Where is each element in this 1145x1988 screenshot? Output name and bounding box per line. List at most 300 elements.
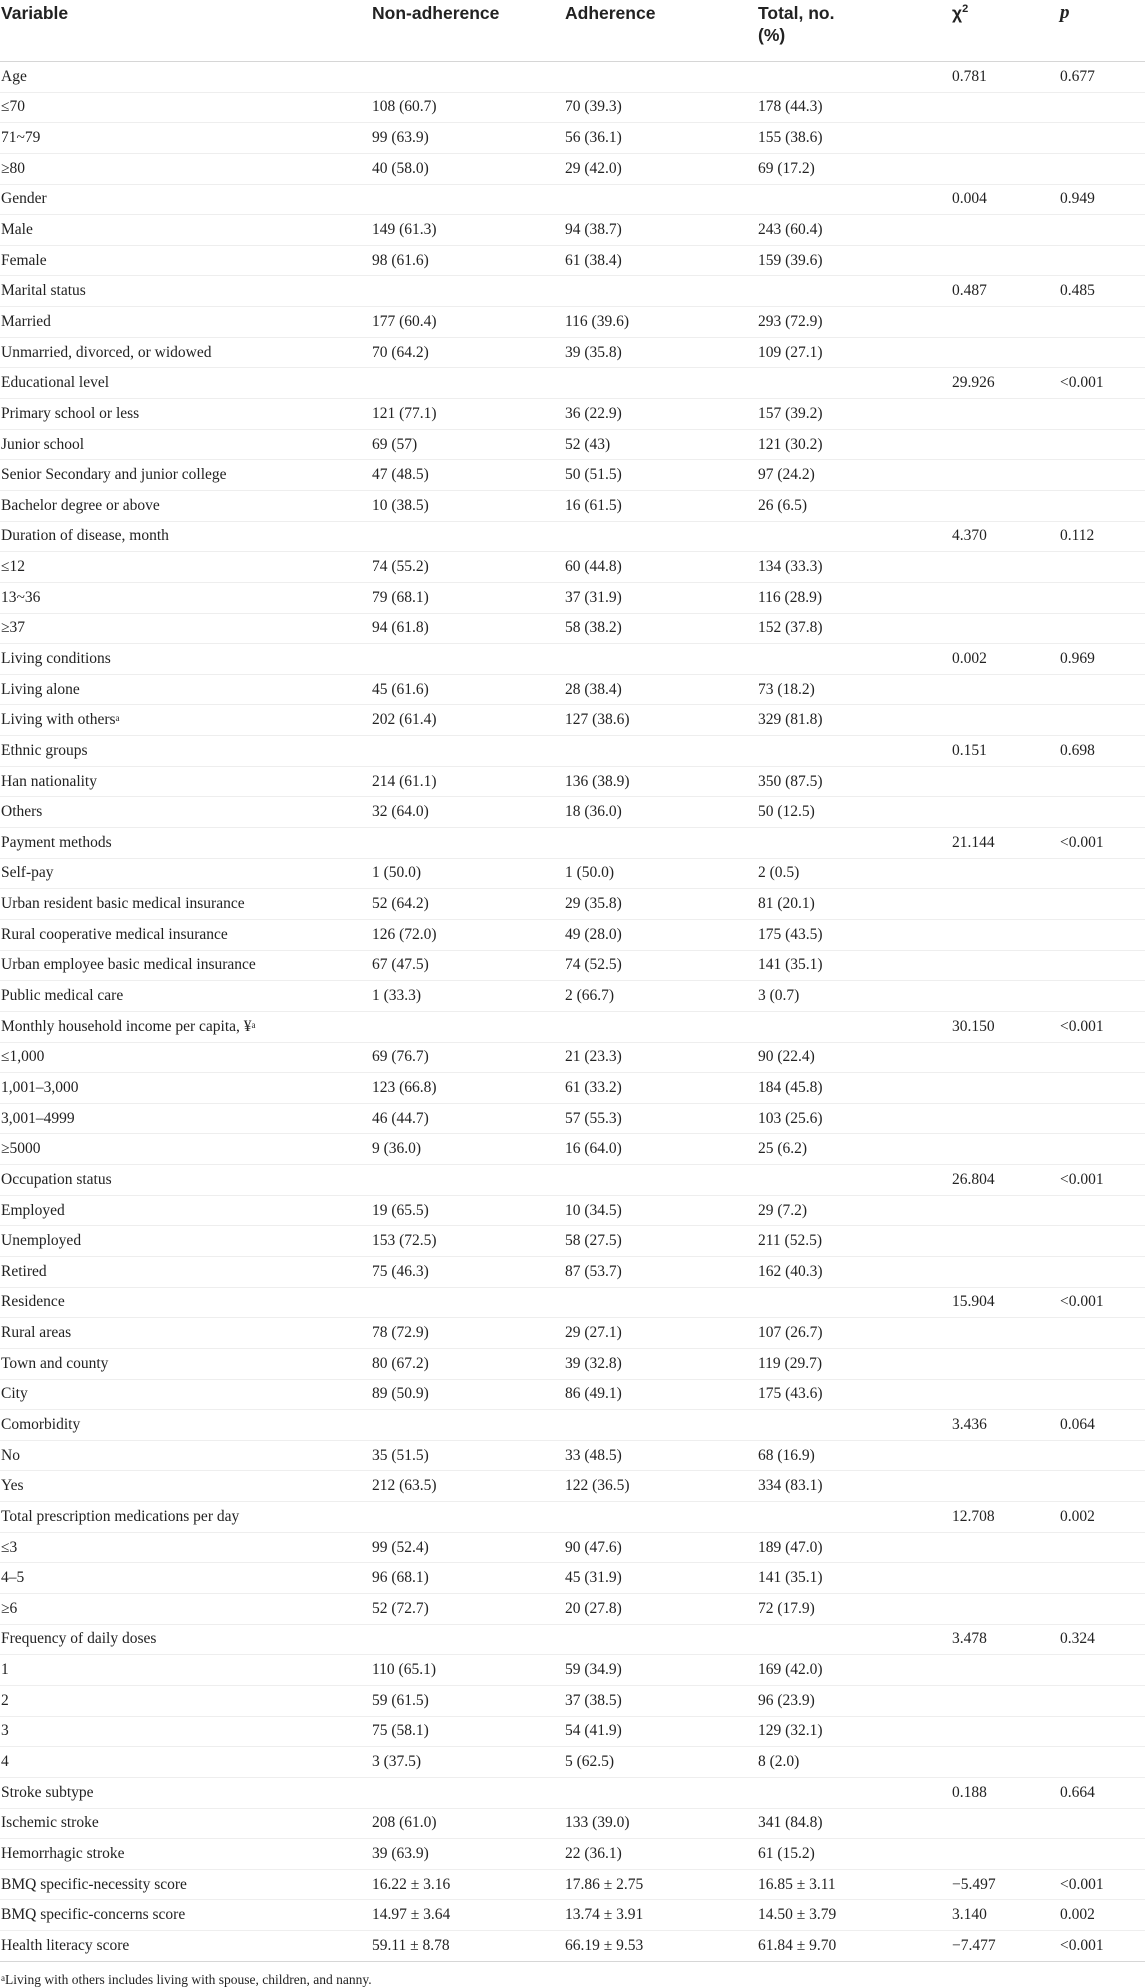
cell-p-value: [1060, 613, 1145, 644]
cell-chi-square: −5.497: [952, 1869, 1060, 1900]
cell-variable: Occupation status: [0, 1165, 372, 1196]
cell-p-value: [1060, 1532, 1145, 1563]
cell-p-value: [1060, 889, 1145, 920]
cell-non-adherence: 46 (44.7): [372, 1103, 565, 1134]
cell-chi-square: [952, 1716, 1060, 1747]
cell-adherence: 20 (27.8): [565, 1594, 758, 1625]
cell-adherence: [565, 62, 758, 93]
cell-chi-square: [952, 1195, 1060, 1226]
cell-non-adherence: 149 (61.3): [372, 215, 565, 246]
table-row: [0, 337, 1145, 368]
cell-total: 81 (20.1): [758, 889, 952, 920]
cell-adherence: 39 (35.8): [565, 337, 758, 368]
cell-adherence: 37 (31.9): [565, 582, 758, 613]
cell-variable: Urban employee basic medical insurance: [0, 950, 372, 981]
cell-adherence: 45 (31.9): [565, 1563, 758, 1594]
cell-p-value: 0.002: [1060, 1502, 1145, 1533]
cell-variable: ≤12: [0, 552, 372, 583]
table-row: [0, 674, 1145, 705]
header-row: [0, 0, 1145, 62]
cell-total: 73 (18.2): [758, 674, 952, 705]
cell-p-value: 0.324: [1060, 1624, 1145, 1655]
table-footnote: [0, 1962, 1145, 1988]
cell-adherence: [565, 1165, 758, 1196]
cell-total: 189 (47.0): [758, 1532, 952, 1563]
cell-chi-square: [952, 674, 1060, 705]
cell-p-value: [1060, 1256, 1145, 1287]
cell-adherence: 122 (36.5): [565, 1471, 758, 1502]
table-row: [0, 1042, 1145, 1073]
cell-chi-square: [952, 1042, 1060, 1073]
cell-chi-square: [952, 399, 1060, 430]
cell-non-adherence: [372, 644, 565, 675]
cell-variable: Primary school or less: [0, 399, 372, 430]
cell-variable: Yes: [0, 1471, 372, 1502]
cell-total: 334 (83.1): [758, 1471, 952, 1502]
cell-variable: ≥80: [0, 153, 372, 184]
header-chi-square: $\chi^2$: [952, 0, 1060, 62]
cell-total: [758, 521, 952, 552]
cell-p-value: [1060, 1655, 1145, 1686]
cell-variable: Unmarried, divorced, or widowed: [0, 337, 372, 368]
cell-adherence: 18 (36.0): [565, 797, 758, 828]
cell-variable: ≥6: [0, 1594, 372, 1625]
cell-variable: ≤3: [0, 1532, 372, 1563]
cell-adherence: 1 (50.0): [565, 858, 758, 889]
cell-variable: Urban resident basic medical insurance: [0, 889, 372, 920]
cell-p-value: [1060, 1839, 1145, 1870]
cell-non-adherence: 79 (68.1): [372, 582, 565, 613]
cell-total: 72 (17.9): [758, 1594, 952, 1625]
cell-variable: Public medical care: [0, 981, 372, 1012]
cell-adherence: 133 (39.0): [565, 1808, 758, 1839]
cell-chi-square: [952, 766, 1060, 797]
cell-adherence: [565, 644, 758, 675]
table-row: [0, 1839, 1145, 1870]
cell-variable: Junior school: [0, 429, 372, 460]
cell-chi-square: [952, 123, 1060, 154]
cell-adherence: 50 (51.5): [565, 460, 758, 491]
cell-variable: Educational level: [0, 368, 372, 399]
table-row: [0, 1410, 1145, 1441]
cell-variable: Male: [0, 215, 372, 246]
cell-total: 14.50 ± 3.79: [758, 1900, 952, 1931]
cell-variable: Frequency of daily doses: [0, 1624, 372, 1655]
cell-chi-square: 3.478: [952, 1624, 1060, 1655]
cell-total: [758, 828, 952, 859]
cell-p-value: [1060, 399, 1145, 430]
cell-total: 61 (15.2): [758, 1839, 952, 1870]
cell-non-adherence: 14.97 ± 3.64: [372, 1900, 565, 1931]
cell-adherence: [565, 1011, 758, 1042]
cell-chi-square: [952, 490, 1060, 521]
cell-adherence: 127 (38.6): [565, 705, 758, 736]
cell-variable: 1,001–3,000: [0, 1073, 372, 1104]
cell-p-value: [1060, 705, 1145, 736]
cell-chi-square: 0.487: [952, 276, 1060, 307]
cell-non-adherence: [372, 1502, 565, 1533]
cell-non-adherence: 98 (61.6): [372, 245, 565, 276]
cell-adherence: 49 (28.0): [565, 919, 758, 950]
cell-adherence: 28 (38.4): [565, 674, 758, 705]
cell-non-adherence: [372, 368, 565, 399]
cell-non-adherence: 126 (72.0): [372, 919, 565, 950]
cell-p-value: [1060, 1716, 1145, 1747]
table-row: [0, 1655, 1145, 1686]
cell-chi-square: [952, 950, 1060, 981]
cell-p-value: [1060, 1195, 1145, 1226]
cell-p-value: 0.112: [1060, 521, 1145, 552]
cell-variable: Total prescription medications per day: [0, 1502, 372, 1533]
cell-p-value: [1060, 460, 1145, 491]
cell-total: [758, 1502, 952, 1533]
table-row: [0, 1226, 1145, 1257]
cell-adherence: 66.19 ± 9.53: [565, 1931, 758, 1962]
cell-total: 211 (52.5): [758, 1226, 952, 1257]
cell-total: 97 (24.2): [758, 460, 952, 491]
cell-non-adherence: 153 (72.5): [372, 1226, 565, 1257]
cell-p-value: [1060, 215, 1145, 246]
cell-adherence: 29 (35.8): [565, 889, 758, 920]
cell-p-value: [1060, 981, 1145, 1012]
cell-variable: Living alone: [0, 674, 372, 705]
cell-variable: Stroke subtype: [0, 1777, 372, 1808]
cell-non-adherence: 35 (51.5): [372, 1440, 565, 1471]
cell-non-adherence: [372, 276, 565, 307]
cell-total: 116 (28.9): [758, 582, 952, 613]
cell-adherence: 29 (27.1): [565, 1318, 758, 1349]
table-row: [0, 1134, 1145, 1165]
cell-variable: Living with others$^a$: [0, 705, 372, 736]
cell-p-value: [1060, 92, 1145, 123]
cell-total: 8 (2.0): [758, 1747, 952, 1778]
table-row: [0, 1624, 1145, 1655]
cell-adherence: 17.86 ± 2.75: [565, 1869, 758, 1900]
cell-total: 109 (27.1): [758, 337, 952, 368]
cell-total: 341 (84.8): [758, 1808, 952, 1839]
cell-chi-square: [952, 1256, 1060, 1287]
cell-non-adherence: [372, 1011, 565, 1042]
table-row: [0, 1808, 1145, 1839]
cell-chi-square: [952, 215, 1060, 246]
cell-p-value: [1060, 1471, 1145, 1502]
cell-non-adherence: [372, 1624, 565, 1655]
cell-adherence: [565, 1777, 758, 1808]
footnote-text: Living with others includes living with spouse, children, and nanny.: [5, 1971, 372, 1987]
cell-p-value: [1060, 1103, 1145, 1134]
cell-p-value: [1060, 1563, 1145, 1594]
cell-adherence: [565, 1287, 758, 1318]
cell-total: 293 (72.9): [758, 307, 952, 338]
cell-variable: Rural areas: [0, 1318, 372, 1349]
cell-p-value: 0.677: [1060, 62, 1145, 93]
table-row: [0, 1747, 1145, 1778]
cell-total: [758, 1410, 952, 1441]
cell-chi-square: 0.781: [952, 62, 1060, 93]
cell-total: [758, 736, 952, 767]
cell-non-adherence: 1 (50.0): [372, 858, 565, 889]
cell-chi-square: [952, 337, 1060, 368]
cell-variable: Unemployed: [0, 1226, 372, 1257]
cell-chi-square: 0.002: [952, 644, 1060, 675]
table-row: [0, 736, 1145, 767]
table-row: [0, 1685, 1145, 1716]
cell-non-adherence: 45 (61.6): [372, 674, 565, 705]
table-row: [0, 1716, 1145, 1747]
cell-non-adherence: 177 (60.4): [372, 307, 565, 338]
cell-adherence: 5 (62.5): [565, 1747, 758, 1778]
table-row: [0, 613, 1145, 644]
table-row: [0, 153, 1145, 184]
cell-p-value: <0.001: [1060, 828, 1145, 859]
table-row: [0, 1440, 1145, 1471]
cell-total: 3 (0.7): [758, 981, 952, 1012]
cell-adherence: 90 (47.6): [565, 1532, 758, 1563]
cell-non-adherence: 123 (66.8): [372, 1073, 565, 1104]
cell-total: 169 (42.0): [758, 1655, 952, 1686]
cell-chi-square: [952, 981, 1060, 1012]
table-row: [0, 1287, 1145, 1318]
cell-p-value: [1060, 490, 1145, 521]
cell-adherence: 94 (38.7): [565, 215, 758, 246]
cell-total: 16.85 ± 3.11: [758, 1869, 952, 1900]
cell-adherence: 116 (39.6): [565, 307, 758, 338]
header-p-value: p: [1060, 0, 1145, 62]
cell-p-value: [1060, 429, 1145, 460]
table-row: [0, 797, 1145, 828]
cell-p-value: <0.001: [1060, 1165, 1145, 1196]
cell-variable: 3: [0, 1716, 372, 1747]
header-total: Total, no. (%): [758, 0, 952, 62]
cell-non-adherence: 121 (77.1): [372, 399, 565, 430]
cell-adherence: [565, 276, 758, 307]
cell-adherence: 61 (38.4): [565, 245, 758, 276]
cell-non-adherence: 99 (63.9): [372, 123, 565, 154]
cell-p-value: [1060, 1747, 1145, 1778]
cell-adherence: 58 (27.5): [565, 1226, 758, 1257]
cell-total: 68 (16.9): [758, 1440, 952, 1471]
cell-total: [758, 1011, 952, 1042]
cell-total: [758, 368, 952, 399]
table-row: [0, 429, 1145, 460]
cell-chi-square: 29.926: [952, 368, 1060, 399]
cell-variable: BMQ specific-concerns score: [0, 1900, 372, 1931]
cell-total: 141 (35.1): [758, 1563, 952, 1594]
cell-variable: Ischemic stroke: [0, 1808, 372, 1839]
cell-p-value: 0.064: [1060, 1410, 1145, 1441]
cell-non-adherence: 108 (60.7): [372, 92, 565, 123]
cell-adherence: [565, 368, 758, 399]
cell-p-value: <0.001: [1060, 1011, 1145, 1042]
cell-chi-square: [952, 552, 1060, 583]
cell-total: 107 (26.7): [758, 1318, 952, 1349]
cell-adherence: 70 (39.3): [565, 92, 758, 123]
table-body: [0, 62, 1145, 1962]
table-row: [0, 858, 1145, 889]
cell-non-adherence: 19 (65.5): [372, 1195, 565, 1226]
cell-total: 155 (38.6): [758, 123, 952, 154]
cell-chi-square: [952, 1440, 1060, 1471]
table-row: [0, 766, 1145, 797]
table-row: [0, 1502, 1145, 1533]
cell-non-adherence: 1 (33.3): [372, 981, 565, 1012]
cell-p-value: [1060, 797, 1145, 828]
cell-chi-square: 30.150: [952, 1011, 1060, 1042]
footnote-ref: a: [251, 1019, 256, 1030]
cell-chi-square: [952, 1594, 1060, 1625]
table-row: [0, 62, 1145, 93]
table-row: [0, 215, 1145, 246]
cell-total: [758, 1624, 952, 1655]
cell-non-adherence: 214 (61.1): [372, 766, 565, 797]
cell-total: 129 (32.1): [758, 1716, 952, 1747]
cell-p-value: [1060, 1348, 1145, 1379]
cell-non-adherence: [372, 184, 565, 215]
header-variable: Variable: [0, 0, 372, 62]
cell-chi-square: [952, 858, 1060, 889]
cell-total: [758, 276, 952, 307]
cell-adherence: 13.74 ± 3.91: [565, 1900, 758, 1931]
cell-non-adherence: [372, 1165, 565, 1196]
cell-total: 61.84 ± 9.70: [758, 1931, 952, 1962]
cell-non-adherence: 9 (36.0): [372, 1134, 565, 1165]
cell-non-adherence: 212 (63.5): [372, 1471, 565, 1502]
cell-p-value: [1060, 950, 1145, 981]
cell-total: 350 (87.5): [758, 766, 952, 797]
table-row: [0, 92, 1145, 123]
cell-adherence: 16 (64.0): [565, 1134, 758, 1165]
cell-chi-square: [952, 1226, 1060, 1257]
table-row: [0, 950, 1145, 981]
cell-adherence: 10 (34.5): [565, 1195, 758, 1226]
cell-chi-square: [952, 1685, 1060, 1716]
cell-non-adherence: 67 (47.5): [372, 950, 565, 981]
cell-adherence: 33 (48.5): [565, 1440, 758, 1471]
cell-chi-square: [952, 1808, 1060, 1839]
cell-variable: Married: [0, 307, 372, 338]
cell-total: 96 (23.9): [758, 1685, 952, 1716]
cell-p-value: <0.001: [1060, 368, 1145, 399]
cell-non-adherence: 16.22 ± 3.16: [372, 1869, 565, 1900]
cell-variable: Comorbidity: [0, 1410, 372, 1441]
cell-adherence: [565, 828, 758, 859]
table-row: [0, 705, 1145, 736]
table-row: [0, 919, 1145, 950]
header-adherence: Adherence: [565, 0, 758, 62]
cell-non-adherence: 40 (58.0): [372, 153, 565, 184]
table-row: [0, 1318, 1145, 1349]
cell-chi-square: [952, 1073, 1060, 1104]
cell-adherence: 37 (38.5): [565, 1685, 758, 1716]
cell-non-adherence: [372, 828, 565, 859]
cell-adherence: [565, 736, 758, 767]
cell-non-adherence: 75 (46.3): [372, 1256, 565, 1287]
cell-adherence: [565, 521, 758, 552]
cell-adherence: 39 (32.8): [565, 1348, 758, 1379]
cell-adherence: 74 (52.5): [565, 950, 758, 981]
cell-total: 175 (43.5): [758, 919, 952, 950]
cell-chi-square: [952, 889, 1060, 920]
cell-p-value: 0.002: [1060, 1900, 1145, 1931]
cell-total: [758, 184, 952, 215]
cell-variable: ≥37: [0, 613, 372, 644]
table-row: [0, 460, 1145, 491]
table-row: [0, 828, 1145, 859]
cell-variable: Monthly household income per capita, ¥$^a$: [0, 1011, 372, 1042]
cell-adherence: 56 (36.1): [565, 123, 758, 154]
cell-chi-square: [952, 1471, 1060, 1502]
cell-variable: Employed: [0, 1195, 372, 1226]
cell-p-value: 0.485: [1060, 276, 1145, 307]
cell-p-value: [1060, 919, 1145, 950]
cell-adherence: 61 (33.2): [565, 1073, 758, 1104]
footnote-marker: a: [1, 1972, 5, 1983]
cell-p-value: [1060, 1440, 1145, 1471]
table-row: [0, 981, 1145, 1012]
cell-non-adherence: 202 (61.4): [372, 705, 565, 736]
cell-adherence: [565, 184, 758, 215]
table-row: [0, 245, 1145, 276]
cell-total: 25 (6.2): [758, 1134, 952, 1165]
cell-non-adherence: 78 (72.9): [372, 1318, 565, 1349]
table-row: [0, 1256, 1145, 1287]
cell-adherence: 136 (38.9): [565, 766, 758, 797]
cell-total: [758, 1165, 952, 1196]
cell-non-adherence: 74 (55.2): [372, 552, 565, 583]
cell-p-value: <0.001: [1060, 1287, 1145, 1318]
cell-chi-square: 3.436: [952, 1410, 1060, 1441]
cell-p-value: [1060, 1042, 1145, 1073]
cell-variable: Payment methods: [0, 828, 372, 859]
cell-adherence: 59 (34.9): [565, 1655, 758, 1686]
table-row: [0, 1777, 1145, 1808]
cell-total: 175 (43.6): [758, 1379, 952, 1410]
cell-variable: Town and county: [0, 1348, 372, 1379]
cell-chi-square: [952, 582, 1060, 613]
cell-total: 90 (22.4): [758, 1042, 952, 1073]
table-row: [0, 889, 1145, 920]
cell-total: 178 (44.3): [758, 92, 952, 123]
cell-p-value: [1060, 1808, 1145, 1839]
cell-non-adherence: 99 (52.4): [372, 1532, 565, 1563]
cell-variable: 1: [0, 1655, 372, 1686]
cell-adherence: 16 (61.5): [565, 490, 758, 521]
cell-non-adherence: [372, 62, 565, 93]
cell-variable: 2: [0, 1685, 372, 1716]
cell-total: 121 (30.2): [758, 429, 952, 460]
cell-adherence: [565, 1624, 758, 1655]
cell-adherence: 2 (66.7): [565, 981, 758, 1012]
cell-chi-square: [952, 1103, 1060, 1134]
cell-p-value: [1060, 674, 1145, 705]
cell-variable: ≤1,000: [0, 1042, 372, 1073]
cell-p-value: <0.001: [1060, 1869, 1145, 1900]
cell-chi-square: [952, 460, 1060, 491]
table-header: [0, 0, 1145, 62]
cell-chi-square: [952, 1318, 1060, 1349]
cell-variable: Self-pay: [0, 858, 372, 889]
cell-total: 103 (25.6): [758, 1103, 952, 1134]
cell-variable: Rural cooperative medical insurance: [0, 919, 372, 950]
cell-variable: BMQ specific-necessity score: [0, 1869, 372, 1900]
cell-non-adherence: 110 (65.1): [372, 1655, 565, 1686]
cell-total: 69 (17.2): [758, 153, 952, 184]
cell-chi-square: [952, 1747, 1060, 1778]
cell-total: 26 (6.5): [758, 490, 952, 521]
cell-adherence: 36 (22.9): [565, 399, 758, 430]
cell-chi-square: [952, 1348, 1060, 1379]
cell-total: 2 (0.5): [758, 858, 952, 889]
